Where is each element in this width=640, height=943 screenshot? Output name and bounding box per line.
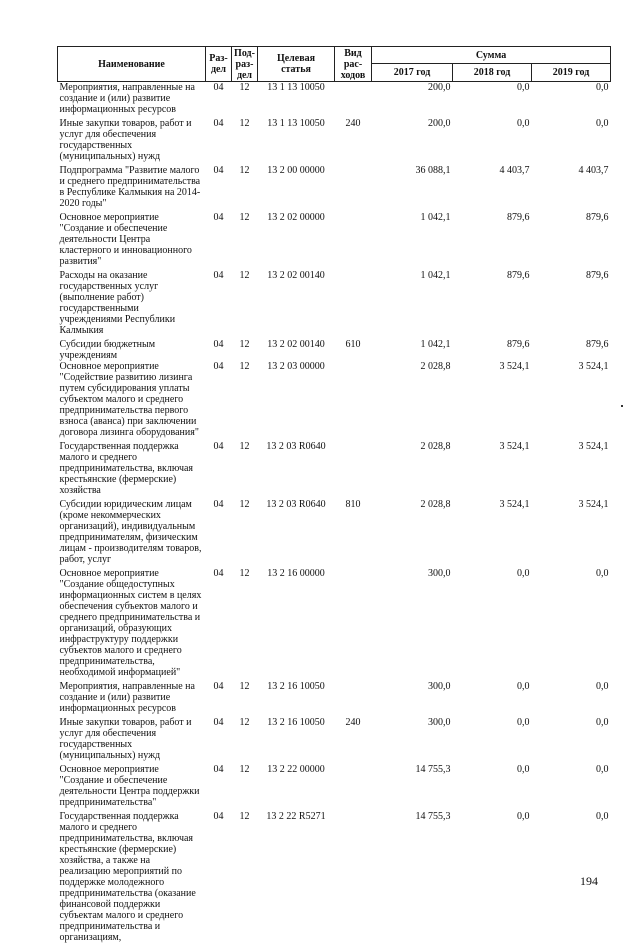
row-podrazdel: 12 xyxy=(232,336,258,361)
row-name: Основное мероприятие "Содействие развитию лизинга путем субсидирования уплаты субъектом малого и среднего предпринимательства первого взноса (аванса) при заключении договора лизинга оборудования" xyxy=(58,361,206,438)
row-vid-rashodov xyxy=(335,565,372,678)
row-target-article: 13 2 03 R0640 xyxy=(258,496,335,565)
row-target-article: 13 2 02 00140 xyxy=(258,336,335,361)
row-vid-rashodov xyxy=(335,761,372,808)
row-target-article: 13 1 13 10050 xyxy=(258,82,335,116)
row-podrazdel: 12 xyxy=(232,808,258,943)
row-sum-2019: 879,6 xyxy=(532,336,611,361)
row-sum-2017: 1 042,1 xyxy=(372,209,453,267)
row-name: Мероприятия, направленные на создание и (или) развитие информационных ресурсов xyxy=(58,678,206,714)
row-sum-2017: 14 755,3 xyxy=(372,808,453,943)
table-row xyxy=(58,209,611,267)
table-row xyxy=(58,267,611,336)
row-sum-2019: 4 403,7 xyxy=(532,162,611,209)
row-podrazdel: 12 xyxy=(232,162,258,209)
row-sum-2019: 3 524,1 xyxy=(532,496,611,565)
row-sum-2019: 0,0 xyxy=(532,82,611,116)
row-sum-2018: 4 403,7 xyxy=(453,162,532,209)
table-row xyxy=(58,115,611,162)
row-razdel: 04 xyxy=(206,761,232,808)
budget-table xyxy=(57,46,611,943)
table-row xyxy=(58,361,611,438)
row-name: Иные закупки товаров, работ и услуг для обеспечения государственных (муниципальных) нужд xyxy=(58,714,206,761)
row-sum-2017: 300,0 xyxy=(372,678,453,714)
row-target-article: 13 2 02 00140 xyxy=(258,267,335,336)
row-target-article: 13 2 00 00000 xyxy=(258,162,335,209)
row-name: Государственная поддержка малого и среднего предпринимательства, включая крестьянские (фермерские) хозяйства xyxy=(58,438,206,496)
row-vid-rashodov: 240 xyxy=(335,714,372,761)
header-year-2018: 2018 год xyxy=(453,64,532,82)
header-target-text: Целевая статья xyxy=(277,53,315,75)
row-name: Мероприятия, направленные на создание и (или) развитие информационных ресурсов xyxy=(58,82,206,116)
row-podrazdel: 12 xyxy=(232,761,258,808)
row-target-article: 13 2 02 00000 xyxy=(258,209,335,267)
row-sum-2017: 36 088,1 xyxy=(372,162,453,209)
row-podrazdel: 12 xyxy=(232,267,258,336)
header-razdel xyxy=(206,47,232,82)
row-sum-2017: 300,0 xyxy=(372,714,453,761)
header-razdel-text: Раз- дел xyxy=(209,53,227,75)
row-sum-2017: 2 028,8 xyxy=(372,361,453,438)
table-row xyxy=(58,761,611,808)
header-year-2017: 2017 год xyxy=(372,64,453,82)
row-vid-rashodov xyxy=(335,162,372,209)
table-row xyxy=(58,808,611,943)
row-razdel: 04 xyxy=(206,565,232,678)
header-sum: Сумма xyxy=(372,47,611,64)
row-name: Подпрограмма "Развитие малого и среднего предпринимательства в Республике Калмыкия на 2014-2020 годы" xyxy=(58,162,206,209)
row-sum-2017: 200,0 xyxy=(372,82,453,116)
table-header xyxy=(58,47,611,82)
row-vid-rashodov xyxy=(335,209,372,267)
row-razdel: 04 xyxy=(206,496,232,565)
row-sum-2017: 2 028,8 xyxy=(372,496,453,565)
table-row xyxy=(58,496,611,565)
header-target xyxy=(258,47,335,82)
row-sum-2018: 0,0 xyxy=(453,82,532,116)
row-sum-2018: 3 524,1 xyxy=(453,361,532,438)
row-sum-2019: 0,0 xyxy=(532,565,611,678)
table-row xyxy=(58,438,611,496)
row-sum-2019: 3 524,1 xyxy=(532,438,611,496)
row-sum-2017: 2 028,8 xyxy=(372,438,453,496)
row-target-article: 13 2 03 00000 xyxy=(258,361,335,438)
scan-speck xyxy=(621,405,623,407)
row-sum-2018: 879,6 xyxy=(453,267,532,336)
row-name: Субсидии юридическим лицам (кроме некоммерческих организаций), индивидуальным предпринимателям, физическим лицам - производителям товаров, работ, услуг xyxy=(58,496,206,565)
row-razdel: 04 xyxy=(206,209,232,267)
row-name: Основное мероприятие "Создание и обеспечение деятельности Центра кластерного и инновационного развития" xyxy=(58,209,206,267)
row-razdel: 04 xyxy=(206,115,232,162)
row-target-article: 13 2 16 00000 xyxy=(258,565,335,678)
row-razdel: 04 xyxy=(206,808,232,943)
row-name: Иные закупки товаров, работ и услуг для обеспечения государственных (муниципальных) нужд xyxy=(58,115,206,162)
row-podrazdel: 12 xyxy=(232,209,258,267)
table-row xyxy=(58,678,611,714)
row-razdel: 04 xyxy=(206,678,232,714)
row-sum-2019: 0,0 xyxy=(532,115,611,162)
row-sum-2018: 0,0 xyxy=(453,678,532,714)
row-podrazdel: 12 xyxy=(232,565,258,678)
row-vid-rashodov: 810 xyxy=(335,496,372,565)
row-target-article: 13 1 13 10050 xyxy=(258,115,335,162)
row-podrazdel: 12 xyxy=(232,714,258,761)
header-podrazdel xyxy=(232,47,258,82)
row-sum-2019: 0,0 xyxy=(532,808,611,943)
page-number: 194 xyxy=(580,874,598,889)
table-row xyxy=(58,82,611,116)
row-podrazdel: 12 xyxy=(232,115,258,162)
row-sum-2018: 0,0 xyxy=(453,714,532,761)
table-body xyxy=(58,82,611,943)
row-razdel: 04 xyxy=(206,162,232,209)
row-sum-2017: 200,0 xyxy=(372,115,453,162)
row-sum-2017: 1 042,1 xyxy=(372,267,453,336)
row-vid-rashodov xyxy=(335,361,372,438)
row-sum-2018: 3 524,1 xyxy=(453,438,532,496)
table-row xyxy=(58,565,611,678)
row-razdel: 04 xyxy=(206,82,232,116)
row-vid-rashodov xyxy=(335,438,372,496)
row-name: Основное мероприятие "Создание и обеспечение деятельности Центра поддержки предпринимательства" xyxy=(58,761,206,808)
row-razdel: 04 xyxy=(206,336,232,361)
row-sum-2019: 0,0 xyxy=(532,678,611,714)
row-sum-2019: 0,0 xyxy=(532,714,611,761)
row-name: Расходы на оказание государственных услуг (выполнение работ) государственными учреждениями Республики Калмыкия xyxy=(58,267,206,336)
row-vid-rashodov xyxy=(335,678,372,714)
row-vid-rashodov: 240 xyxy=(335,115,372,162)
row-sum-2017: 1 042,1 xyxy=(372,336,453,361)
row-razdel: 04 xyxy=(206,438,232,496)
row-sum-2017: 14 755,3 xyxy=(372,761,453,808)
row-podrazdel: 12 xyxy=(232,361,258,438)
row-sum-2019: 3 524,1 xyxy=(532,361,611,438)
row-target-article: 13 2 16 10050 xyxy=(258,678,335,714)
row-sum-2017: 300,0 xyxy=(372,565,453,678)
row-podrazdel: 12 xyxy=(232,438,258,496)
row-podrazdel: 12 xyxy=(232,82,258,116)
row-sum-2018: 0,0 xyxy=(453,808,532,943)
row-vid-rashodov: 610 xyxy=(335,336,372,361)
row-name: Основное мероприятие "Создание общедоступных информационных систем в целях обеспечения субъектов малого и среднего предпринимательства и организаций, образующих инфраструктуру поддержки субъектов малого и среднего предпринимательства, необходимой информацией" xyxy=(58,565,206,678)
header-vid-text: Вид рас- ходов xyxy=(341,48,366,81)
row-sum-2019: 879,6 xyxy=(532,267,611,336)
row-razdel: 04 xyxy=(206,267,232,336)
table-row xyxy=(58,162,611,209)
row-name: Субсидии бюджетным учреждениям xyxy=(58,336,206,361)
table-row xyxy=(58,714,611,761)
header-podrazdel-text: Под- раз- дел xyxy=(234,48,255,81)
row-razdel: 04 xyxy=(206,361,232,438)
row-sum-2018: 879,6 xyxy=(453,336,532,361)
row-sum-2018: 879,6 xyxy=(453,209,532,267)
row-sum-2019: 879,6 xyxy=(532,209,611,267)
row-vid-rashodov xyxy=(335,808,372,943)
row-vid-rashodov xyxy=(335,267,372,336)
row-razdel: 04 xyxy=(206,714,232,761)
row-sum-2018: 0,0 xyxy=(453,761,532,808)
row-sum-2019: 0,0 xyxy=(532,761,611,808)
row-podrazdel: 12 xyxy=(232,496,258,565)
row-sum-2018: 0,0 xyxy=(453,115,532,162)
row-target-article: 13 2 16 10050 xyxy=(258,714,335,761)
header-year-2019: 2019 год xyxy=(532,64,611,82)
row-sum-2018: 0,0 xyxy=(453,565,532,678)
row-target-article: 13 2 22 00000 xyxy=(258,761,335,808)
row-target-article: 13 2 22 R5271 xyxy=(258,808,335,943)
row-podrazdel: 12 xyxy=(232,678,258,714)
header-vid xyxy=(335,47,372,82)
row-target-article: 13 2 03 R0640 xyxy=(258,438,335,496)
row-sum-2018: 3 524,1 xyxy=(453,496,532,565)
header-name: Наименование xyxy=(58,47,206,82)
table-row xyxy=(58,336,611,361)
row-vid-rashodov xyxy=(335,82,372,116)
row-name: Государственная поддержка малого и среднего предпринимательства, включая крестьянские (фермерские) хозяйства, а также на реализацию мероприятий по поддержке молодежного предпринимательства (оказание финансовой поддержки субъектам малого и среднего предпринимательства и организациям, xyxy=(58,808,206,943)
